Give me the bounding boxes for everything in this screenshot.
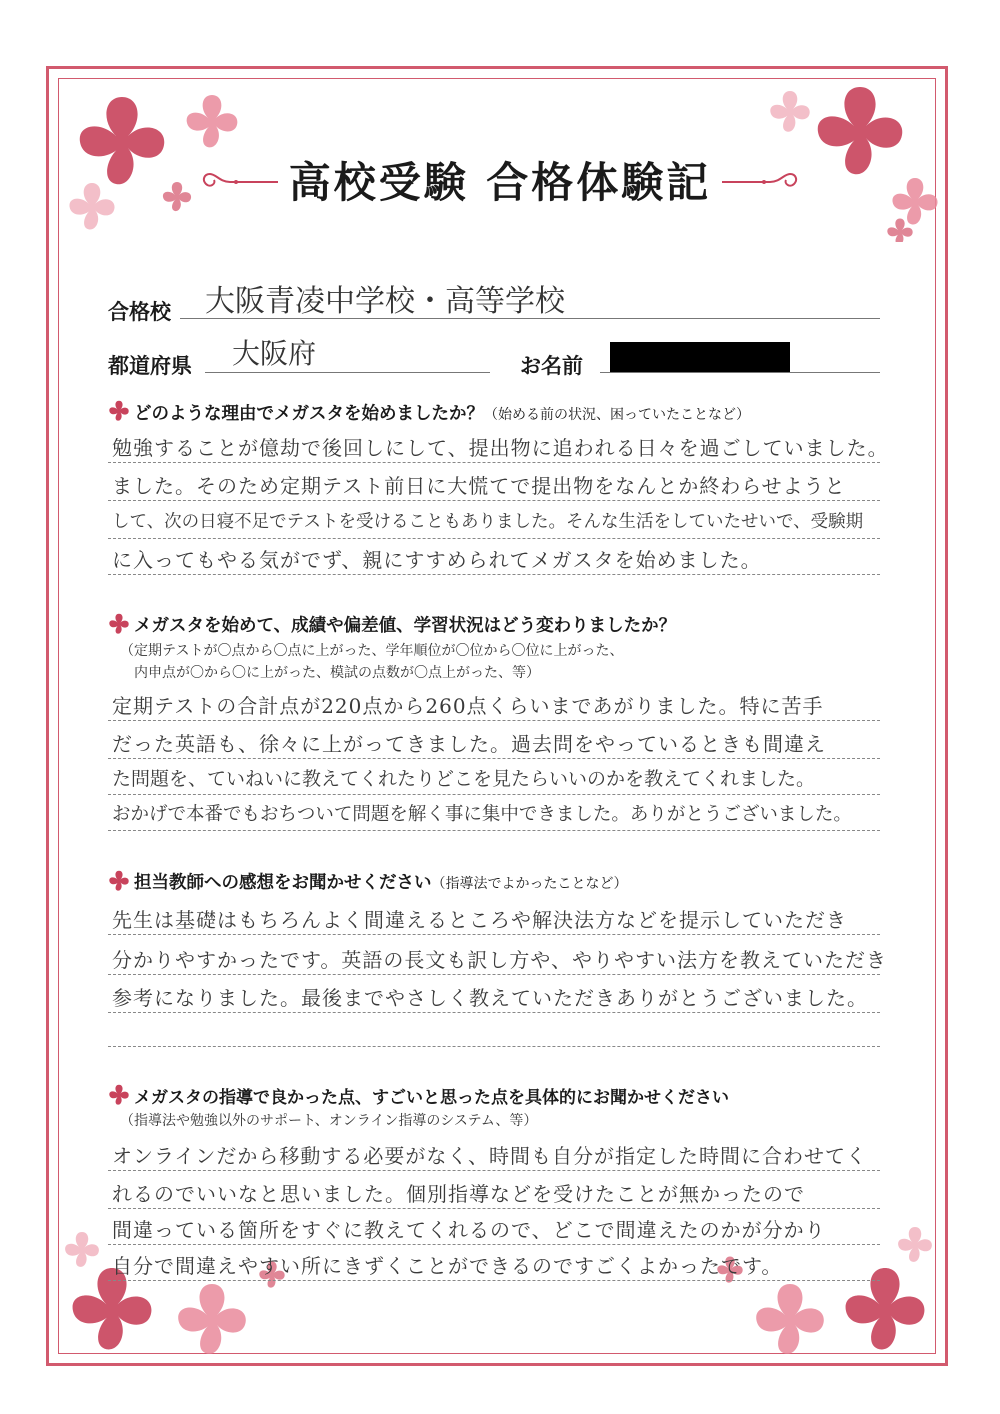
question-1-hint: （始める前の状況、困っていたことなど） <box>484 407 750 423</box>
question-2-title: メガスタを始めて、成績や偏差値、学習状況はどう変わりましたか？ <box>134 616 677 636</box>
answer-rule <box>108 1280 880 1281</box>
page-title: 高校受験 合格体験記 <box>288 158 712 207</box>
school-value: 大阪青凌中学校・高等学校 <box>205 284 565 319</box>
school-underline <box>180 318 880 319</box>
answer-rule <box>108 1170 880 1171</box>
answer-rule <box>108 758 880 759</box>
question-3-title-text: 担当教師への感想をお聞かせください <box>134 873 432 893</box>
answer-4-line-3: 間違っている箇所をすぐに教えてくれるので、どこで間違えたのかが分かり <box>112 1218 826 1242</box>
question-4-title: メガスタの指導で良かった点、すごいと思った点を具体的にお聞かせください <box>134 1088 729 1108</box>
name-underline <box>600 372 880 373</box>
answer-rule <box>108 934 880 935</box>
answer-2-line-3: た問題を、ていねいに教えてくれたりどこを見たらいいのかを教えてくれました。 <box>112 768 816 790</box>
answer-2-line-2: だった英語も、徐々に上がってきました。過去問をやっているときも間違え <box>112 732 826 756</box>
sakura-bullet-icon <box>108 613 130 635</box>
question-3-hint: （指導法でよかったことなど） <box>431 876 628 892</box>
name-redaction <box>610 342 790 372</box>
answer-rule <box>108 1208 880 1209</box>
sakura-bullet-icon <box>108 400 130 422</box>
answer-rule <box>108 974 880 975</box>
answer-2-line-1: 定期テストの合計点が220点から260点くらいまであがりました。特に苦手 <box>112 694 824 718</box>
prefecture-label: 都道府県 <box>108 354 192 378</box>
answer-1-line-3: して、次の日寝不足でテストを受けることもありました。そんな生活をしていたせいで、受験期 <box>112 512 864 532</box>
flourish-right-icon <box>720 170 800 194</box>
question-3-title <box>134 869 628 894</box>
answer-rule <box>108 538 880 539</box>
answer-rule <box>108 574 880 575</box>
answer-4-line-1: オンラインだから移動する必要がなく、時間も自分が指定した時間に合わせてく <box>112 1144 867 1168</box>
answer-rule <box>108 1244 880 1245</box>
sakura-bullet-icon <box>108 870 130 892</box>
question-2-hint-line-2: 内申点が〇から〇に上がった、模試の点数が〇点上がった、等） <box>134 665 540 681</box>
answer-2-line-4: おかげで本番でもおちついて問題を解く事に集中できました。ありがとうございました。 <box>112 804 852 825</box>
answer-rule <box>108 1012 880 1013</box>
school-label: 合格校 <box>108 300 171 324</box>
answer-1-line-2: ました。そのため定期テスト前日に大慌てで提出物をなんとか終わらせようと <box>112 474 846 498</box>
prefecture-underline <box>205 372 490 373</box>
answer-rule <box>108 1046 880 1047</box>
answer-3-line-2: 分かりやすかったです。英語の長文も訳し方や、やりやすい法方を教えていただき <box>112 948 887 972</box>
answer-4-line-4: 自分で間違えやすい所にきずくことができるのですごくよかったです。 <box>112 1254 783 1278</box>
sakura-bullet-icon <box>108 1084 130 1106</box>
prefecture-value: 大阪府 <box>232 337 317 370</box>
answer-3-line-3: 参考になりました。最後までやさしく教えていただきありがとうございました。 <box>112 986 868 1010</box>
answer-rule <box>108 500 880 501</box>
answer-rule <box>108 720 880 721</box>
answer-3-line-1: 先生は基礎はもちろんよく間違えるところや解決法方などを提示していただき <box>112 908 847 932</box>
question-1-title <box>134 400 750 425</box>
question-1-title-text: どのような理由でメガスタを始めましたか？ <box>134 404 484 424</box>
answer-1-line-1: 勉強することが億劫で後回しにして、提出物に追われる日々を過ごしていました。 <box>112 436 889 460</box>
question-4-hint-line-1: （指導法や勉強以外のサポート、オンライン指導のシステム、等） <box>120 1113 538 1129</box>
answer-rule <box>108 462 880 463</box>
answer-4-line-2: れるのでいいなと思いました。個別指導などを受けたことが無かったので <box>112 1182 805 1206</box>
name-label: お名前 <box>520 354 583 378</box>
answer-rule <box>108 830 880 831</box>
answer-1-line-4: に入ってもやる気がでず、親にすすめられてメガスタを始めました。 <box>112 548 762 572</box>
answer-rule <box>108 794 880 795</box>
question-2-hint-line-1: （定期テストが〇点から〇点に上がった、学年順位が〇位から〇位に上がった、 <box>120 643 624 659</box>
